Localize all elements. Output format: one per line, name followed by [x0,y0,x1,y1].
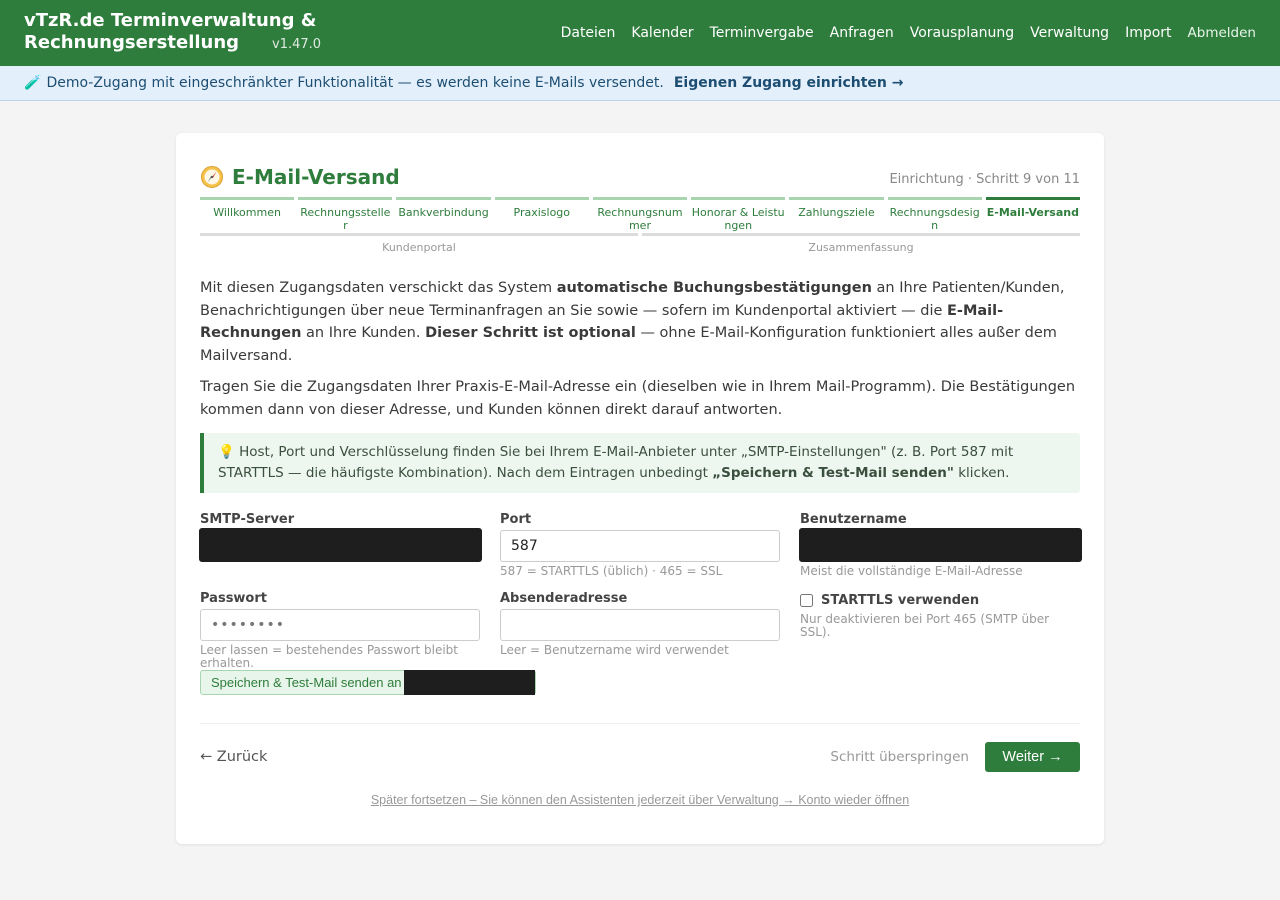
step-email-versand[interactable]: E-Mail-Versand [986,197,1080,233]
step-rechnungsdesign[interactable]: Rechnungsdesig n [888,197,982,233]
intro-1d: E-Mail-Rechnungen [200,302,1004,341]
back-button[interactable]: ← Zurück [200,749,268,765]
tip-text: Host, Port und Verschlüsselung finden Sie bei Ihrem E-Mail-Anbieter unter „SMTP-Einstellungen" (z. B. Port 587 mit STARTTLS — die häufigste Kombination). Nach dem Eintragen unbedingt [218,444,1014,481]
skip-step-link[interactable]: Schritt überspringen [830,749,969,765]
username-hint: Meist die vollständige E-Mail-Adresse [800,564,1023,578]
wizard-steps [200,197,1080,233]
password-input[interactable] [200,609,480,641]
footer-actions [830,742,1080,772]
port-field [500,512,780,591]
page-title-text: E-Mail-Versand [232,165,400,189]
logout-link[interactable]: Abmelden [1187,25,1256,41]
divider [200,723,1080,724]
smtp-server-field [200,512,480,591]
wizard-footer [200,742,1080,772]
tip-end: klicken. [953,465,1010,481]
port-input[interactable] [500,530,780,562]
intro-1g: — ohne E-Mail-Konfiguration funktioniert alles außer dem Mailversand. [200,325,1057,364]
port-label: Port [500,512,532,527]
intro-paragraph-1 [200,277,1080,367]
sender-hint: Leer = Benutzername wird verwendet [500,643,729,657]
continue-later-link[interactable]: Später fortsetzen – Sie können den Assistenten jederzeit über Verwaltung → Konto wieder öffnen [370,793,910,807]
starttls-hint: Nur deaktivieren bei Port 465 (SMTP über SSL). [800,612,1050,639]
nav-item-verwaltung[interactable]: Verwaltung [1030,25,1110,41]
nav-item-kalender[interactable]: Kalender [631,25,694,41]
wizard-card [176,133,1104,844]
password-field [200,591,480,670]
step-zahlungsziele[interactable]: Zahlungsziele [789,197,883,233]
step-willkommen[interactable]: Willkommen [200,197,294,233]
starttls-checkbox[interactable] [800,594,813,607]
starttls-row [800,591,1080,609]
username-label: Benutzername [800,512,907,527]
intro-1c: an Ihre Patienten/Kunden, Benachrichtigungen über neue Terminanfragen an Sie sowie — sofern im Kundenportal aktiviert — die [200,280,1065,319]
intro-1f: Dieser Schritt ist optional [425,325,636,341]
app-title [24,10,354,56]
port-hint: 587 = STARTTLS (üblich) · 465 = SSL [500,564,723,578]
starttls-label: STARTTLS verwenden [821,592,980,608]
nav-item-import[interactable]: Import [1125,25,1172,41]
demo-banner-text: Demo-Zugang mit eingeschränkter Funktionalität — es werden keine E-Mails versendet. [46,75,664,91]
intro-1e: an Ihre Kunden. [301,325,426,341]
step-rechnungssteller[interactable]: Rechnungsstelle r [298,197,392,233]
wizard-steps-row2 [200,233,1080,257]
password-label: Passwort [200,591,267,606]
smtp-server-label: SMTP-Server [200,512,295,527]
page-title [200,165,400,189]
intro-1a: Mit diesen Zugangsdaten verschickt das System [200,280,557,296]
smtp-server-input[interactable] [199,528,482,562]
redacted-recipient [404,670,535,695]
app-version: v1.47.0 [272,37,322,52]
nav-item-terminvergabe[interactable]: Terminvergabe [709,25,814,41]
intro-1b: automatische Buchungsbestätigungen [556,280,872,296]
username-input[interactable] [799,528,1082,562]
demo-banner [0,66,1280,101]
step-bankverbindung[interactable]: Bankverbindung [396,197,490,233]
app-brand[interactable] [24,10,354,56]
smtp-form [200,512,1080,670]
intro-paragraph-2: Tragen Sie die Zugangsdaten Ihrer Praxis-E-Mail-Adresse ein (dieselben wie in Ihrem Mail-Programm). Die Bestätigungen kommen dann von dieser Adresse, und Kunden können direkt darauf antworten. [200,379,1076,418]
sender-label: Absenderadresse [500,591,628,606]
top-navbar [0,0,1280,66]
wizard-header [200,157,1080,189]
starttls-field [800,591,1080,670]
save-test-mail-label: Speichern & Test-Mail senden an [211,675,402,690]
step-zusammenfassung[interactable]: Zusammenfassung [642,233,1080,257]
nav-item-vorausplanung[interactable]: Vorausplanung [909,25,1015,41]
nav-item-dateien[interactable]: Dateien [560,25,616,41]
test-tube-icon: 🧪 [24,75,42,91]
main-nav [545,25,1256,41]
compass-icon [200,165,224,189]
nav-item-anfragen[interactable]: Anfragen [829,25,894,41]
tip-strong: „Speichern & Test-Mail senden" [712,465,954,481]
lightbulb-icon: 💡 [218,444,235,460]
step-counter: Einrichtung · Schritt 9 von 11 [889,172,1080,187]
create-account-link[interactable]: Eigenen Zugang einrichten → [673,75,904,91]
username-field [800,512,1080,591]
step-praxislogo[interactable]: Praxislogo [495,197,589,233]
sender-input[interactable] [500,609,780,641]
app-title-text: vTzR.de Terminverwaltung & Rechnungserstellung [24,10,317,53]
next-button[interactable]: Weiter → [985,742,1080,772]
step-kundenportal[interactable]: Kundenportal [200,233,638,257]
step-rechnungsnummer[interactable]: Rechnungsnum mer [593,197,687,233]
sender-field [500,591,780,670]
step-honorar[interactable]: Honorar & Leistungen [691,197,785,233]
password-hint: Leer lassen = bestehendes Passwort bleibt erhalten. [200,643,459,670]
tip-box [200,433,1080,493]
save-test-mail-button[interactable] [200,670,536,695]
